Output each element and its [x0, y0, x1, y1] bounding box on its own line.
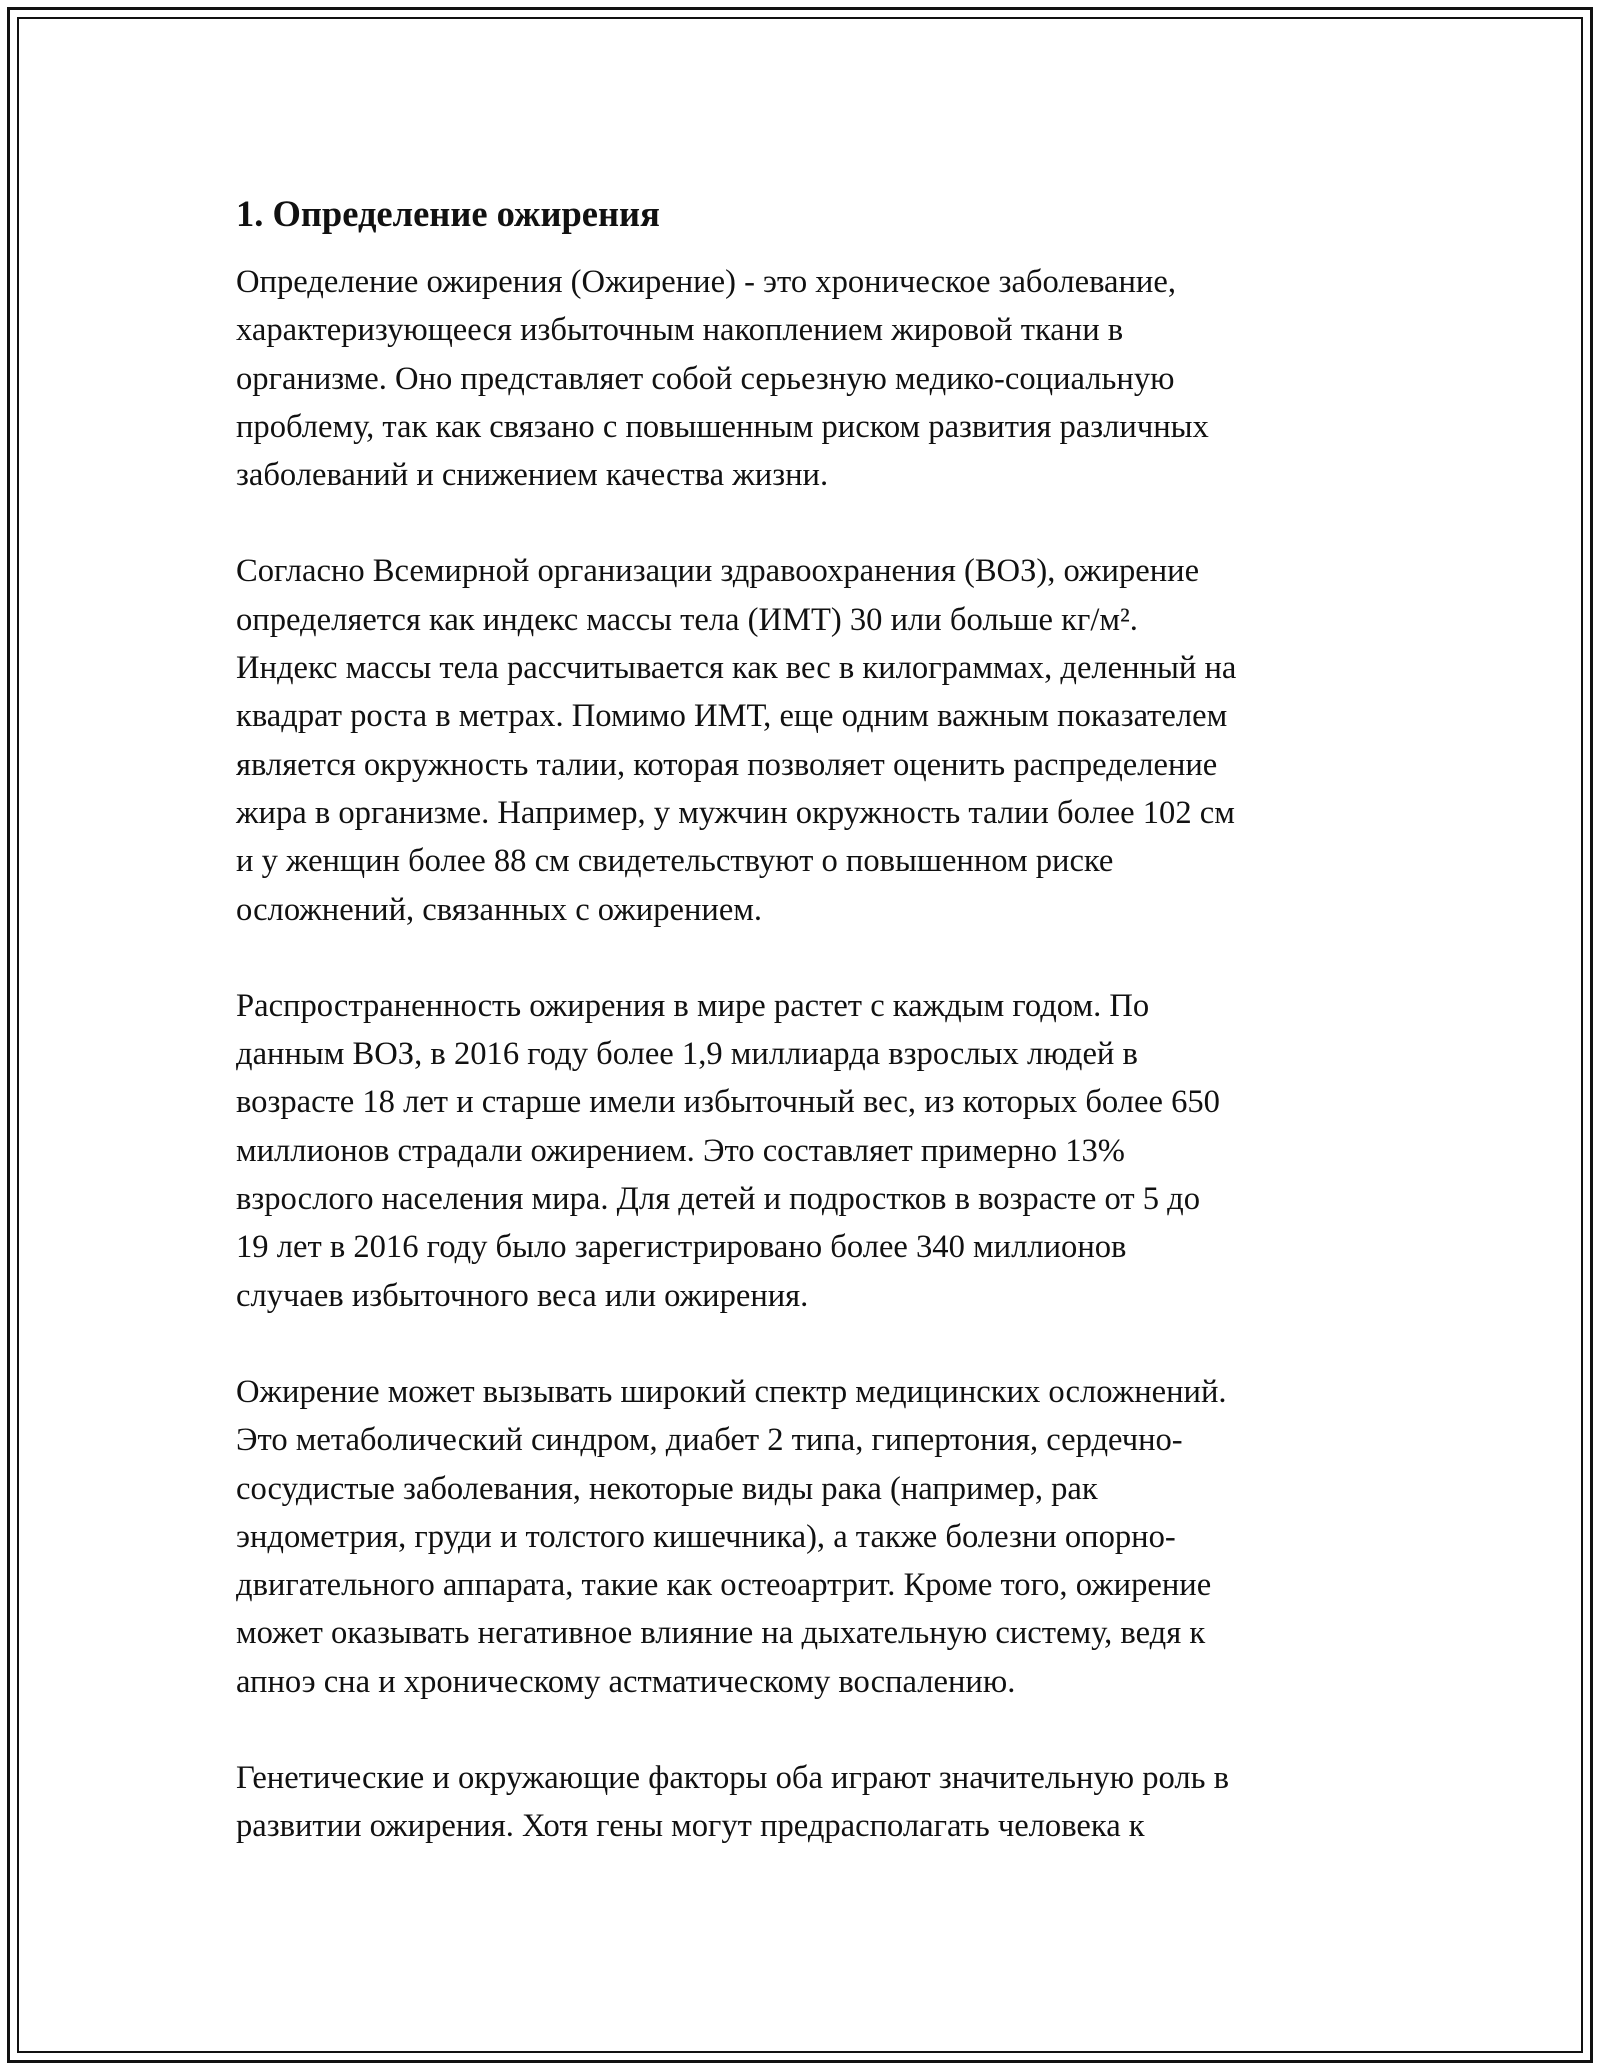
text-line: случаев избыточного веса или ожирения. [236, 1277, 809, 1314]
text-line: квадрат роста в метрах. Помимо ИМТ, еще одним важным показателем [236, 698, 1228, 735]
text-line: сосудистые заболевания, некоторые виды рака (например, рак [236, 1470, 1098, 1507]
paragraph-factors [236, 1754, 1386, 1851]
text-line: миллионов страдали ожирением. Это составляет примерно 13% [236, 1132, 1125, 1169]
text-line: развитии ожирения. Хотя гены могут предрасполагать человека к [236, 1808, 1145, 1845]
text-line: определяется как индекс массы тела (ИМТ) 30 или больше кг/м². [236, 601, 1138, 638]
text-line: является окружность талии, которая позволяет оценить распределение [236, 746, 1218, 783]
text-line: Определение ожирения (Ожирение) - это хроническое заболевание, [236, 264, 1176, 300]
text-line: 19 лет в 2016 году было зарегистрировано более 340 миллионов [236, 1229, 1127, 1266]
text-line: и у женщин более 88 см свидетельствуют о повышенном риске [236, 843, 1114, 880]
text-line: Ожирение может вызывать широкий спектр медицинских осложнений. [236, 1373, 1227, 1410]
text-line: проблему, так как связано с повышенным риском развития различных [236, 408, 1209, 445]
text-line: характеризующееся избыточным накоплением жировой ткани в [236, 312, 1124, 349]
document-body [236, 190, 1386, 1899]
paragraph-prevalence [236, 982, 1386, 1320]
text-line: Это метаболический синдром, диабет 2 типа, гипертония, сердечно- [236, 1422, 1183, 1459]
text-line: Согласно Всемирной организации здравоохранения (ВОЗ), ожирение [236, 553, 1200, 590]
text-line: Индекс массы тела рассчитывается как вес в килограммах, деленный на [236, 650, 1237, 687]
section-heading: 1. Определение ожирения [236, 193, 660, 234]
text-line: данным ВОЗ, в 2016 году более 1,9 миллиарда взрослых людей в [236, 1036, 1138, 1073]
paragraph-complications [236, 1368, 1386, 1706]
text-line: Генетические и окружающие факторы оба играют значительную роль в [236, 1760, 1229, 1797]
text-line: жира в организме. Например, у мужчин окружность талии более 102 см [236, 794, 1235, 831]
paragraph-definition [236, 258, 1386, 499]
text-line: может оказывать негативное влияние на дыхательную систему, ведя к [236, 1615, 1206, 1652]
text-line: осложнений, связанных с ожирением. [236, 891, 763, 928]
text-line: апноэ сна и хроническому астматическому воспалению. [236, 1663, 1016, 1700]
paragraph-who-criteria [236, 547, 1386, 933]
text-line: заболеваний и снижением качества жизни. [236, 457, 829, 494]
text-line: эндометрия, груди и толстого кишечника), а также болезни опорно- [236, 1518, 1176, 1555]
text-line: двигательного аппарата, такие как остеоартрит. Кроме того, ожирение [236, 1567, 1212, 1604]
text-line: взрослого населения мира. Для детей и подростков в возрасте от 5 до [236, 1181, 1201, 1218]
text-line: организме. Оно представляет собой серьезную медико-социальную [236, 360, 1175, 397]
text-line: Распространенность ожирения в мире растет с каждым годом. По [236, 987, 1150, 1024]
text-line: возрасте 18 лет и старше имели избыточный вес, из которых более 650 [236, 1084, 1220, 1121]
